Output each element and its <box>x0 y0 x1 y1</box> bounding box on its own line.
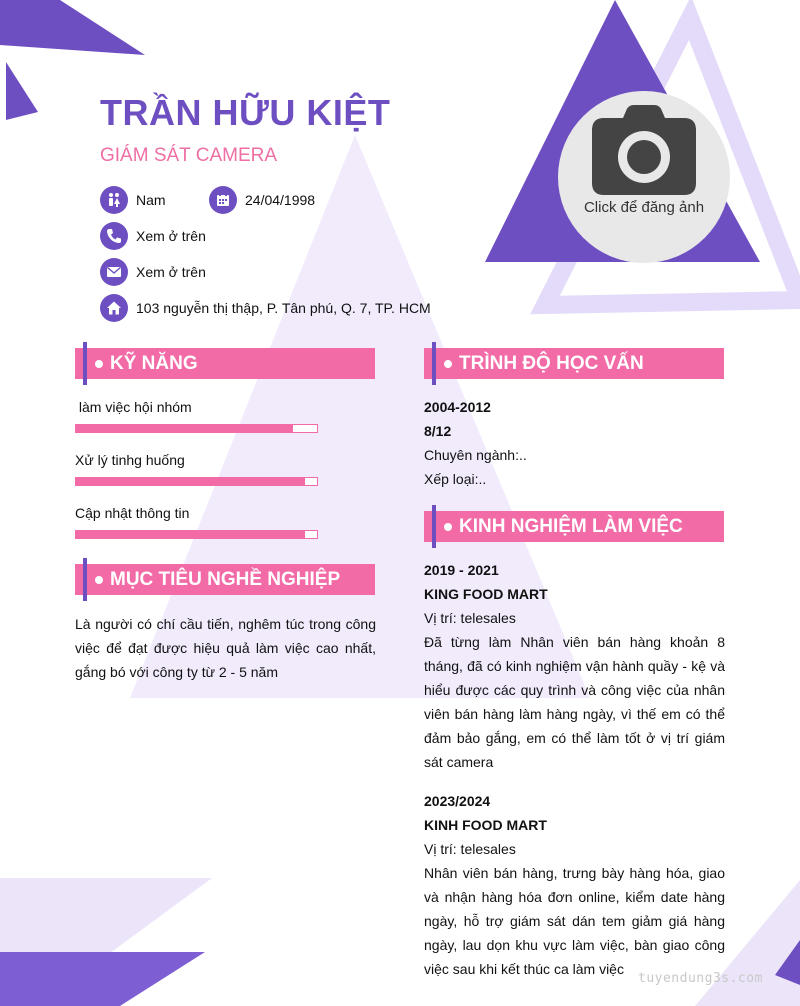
envelope-icon <box>100 258 128 286</box>
education-section-header <box>424 348 724 379</box>
skill-label: làm việc hội nhóm <box>75 399 192 415</box>
skill-progress-bar <box>75 477 318 486</box>
experience-section-header <box>424 511 724 542</box>
bullet-dot-icon <box>444 360 452 368</box>
job-company: KINH FOOD MART <box>424 817 547 833</box>
job-company: KING FOOD MART <box>424 586 548 602</box>
section-accent-bar <box>432 505 436 548</box>
calendar-icon <box>209 186 237 214</box>
gender-value: Nam <box>136 192 166 208</box>
bullet-dot-icon <box>95 576 103 584</box>
phone-value: Xem ở trên <box>136 228 206 244</box>
skill-progress-fill <box>76 425 293 432</box>
job-description: Đã từng làm Nhân viên bán hàng khoản 8 tháng, đã có kinh nghiệm vận hành quầy - kệ và hiểu được các quy trình và công việc của nhân viên bán hàng làm hàng ngày, vì thế em có thể đảm bảo gắng, em có thể làm tốt ở vị trí giám sát camera <box>424 634 725 770</box>
phone-icon <box>100 222 128 250</box>
watermark-text: tuyendung3s.com <box>638 971 763 986</box>
bg-triangle-top-left <box>0 0 145 55</box>
job-period: 2019 - 2021 <box>424 562 499 578</box>
birthday-row <box>209 186 315 214</box>
gender-row <box>100 186 166 214</box>
job-period: 2023/2024 <box>424 793 491 809</box>
job-description: Nhân viên bán hàng, trưng bày hàng hóa, giao và nhận hàng hóa đơn online, kiểm date hàng ngày, hỗ trợ giám sát dán tem giảm giá hàng ngày, lau dọn khu vực làm việc, bàn giao công việc sau khi kết thúc ca làm việc <box>424 865 725 977</box>
education-title: TRÌNH ĐỘ HỌC VẤN <box>459 352 644 374</box>
education-major: Chuyên ngành:.. <box>424 447 527 463</box>
avatar-upload[interactable] <box>558 91 730 263</box>
address-row <box>100 294 431 322</box>
experience-title: KINH NGHIỆM LÀM VIỆC <box>459 515 683 537</box>
objective-text: Là người có chí cầu tiến, nghêm túc trong công việc để đạt được hiệu quả làm việc cao nhất, gắng bó với công ty từ 2 - 5 năm <box>75 616 376 680</box>
skill-label: Cập nhật thông tin <box>75 505 190 521</box>
bg-triangle-left-small <box>6 62 38 120</box>
objective-section-header <box>75 564 375 595</box>
candidate-name: TRẦN HỮU KIỆT <box>100 92 391 133</box>
address-value: 103 nguyễn thị thập, P. Tân phú, Q. 7, TP. HCM <box>136 300 431 316</box>
skills-title: KỸ NĂNG <box>110 352 198 374</box>
skill-progress-fill <box>76 531 305 538</box>
phone-row <box>100 222 206 250</box>
section-accent-bar <box>83 558 87 601</box>
birthday-value: 24/04/1998 <box>245 192 316 208</box>
skill-progress-bar <box>75 530 318 539</box>
bg-triangle-bottom-purple <box>0 952 205 1006</box>
email-row <box>100 258 206 286</box>
education-school: 8/12 <box>424 423 452 439</box>
skill-progress-bar <box>75 424 318 433</box>
bullet-dot-icon <box>444 523 452 531</box>
home-icon <box>100 294 128 322</box>
email-value: Xem ở trên <box>136 264 206 280</box>
gender-icon <box>100 186 128 214</box>
bullet-dot-icon <box>95 360 103 368</box>
objective-title: MỤC TIÊU NGHỀ NGHIỆP <box>110 568 341 590</box>
avatar-caption: Click để đăng ảnh <box>583 199 705 216</box>
section-accent-bar <box>83 342 87 385</box>
job-position: Vị trí: telesales <box>424 841 516 857</box>
job-title: GIÁM SÁT CAMERA <box>100 145 278 166</box>
skill-label: Xử lý tinhg huống <box>75 452 185 468</box>
education-period: 2004-2012 <box>424 399 491 415</box>
skills-section-header <box>75 348 375 379</box>
camera-icon <box>592 105 696 195</box>
education-rank: Xếp loại:.. <box>424 471 487 487</box>
skill-progress-fill <box>76 478 305 485</box>
section-accent-bar <box>432 342 436 385</box>
job-position: Vị trí: telesales <box>424 610 516 626</box>
